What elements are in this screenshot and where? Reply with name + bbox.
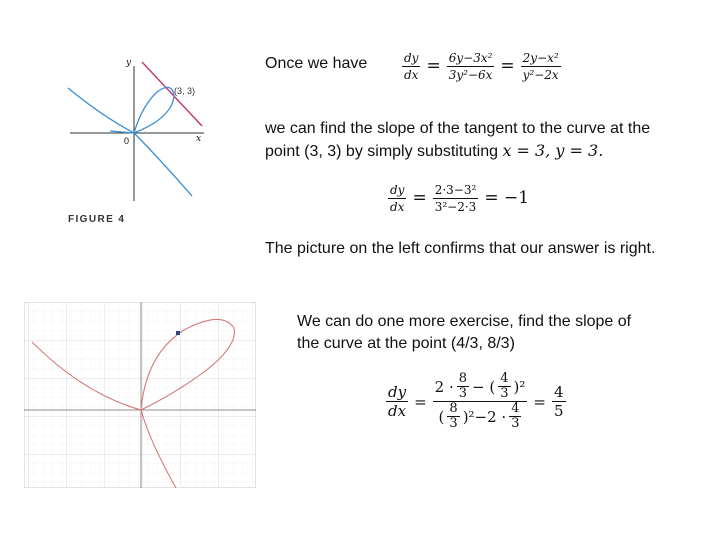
exercise-text-line1: We can do one more exercise, find the slope of [297,313,632,330]
folium-figure [62,56,212,206]
eq3-num-frac-n: 8 [458,371,468,386]
equation-exercise: $\frac{dy}{dx}$ = 2 · $\frac{8}{3}$ − ( $\frac{4}{3}$ )² ( $\frac{8}{3}$ )²−2 · $\frac{4}{3}$ = $\frac{4}{5}$ [388,371,564,431]
figure-caption: FIGURE 4 [68,214,126,225]
slope-text-line2 [265,140,603,163]
eq3-num-c: )² [513,377,526,396]
eq1-dy: dy [404,51,419,65]
once-we-have-text: Once we have [265,55,368,72]
eq3-num-b: − ( [472,377,496,396]
eq3-num-a: 2 · [434,377,454,396]
graph-grid-major [24,302,256,488]
eq3-dy: dy [388,383,407,401]
origin-label: 0 [124,136,130,146]
eq3-num-frac-d: 3 [458,386,468,401]
eq1-num1: 6y−3x² [448,51,493,65]
eq3-num-frac2-n: 4 [500,371,509,386]
eq2-result: = −1 [484,188,530,208]
eq2-dy: dy [390,183,405,197]
graph-point-marker [176,331,180,335]
eq2-dx: dx [390,200,405,214]
eq3-den-frac-n: 8 [449,401,458,416]
eq1-den1: 3y²−6x [448,68,493,82]
slope-text-prefix: point (3, 3) by simply substituting [265,143,503,160]
equation-dydx-general: $\frac{dy}{dx}$ = $\frac{\text{6y−3x²}}{\text{3y²−6x}}$ = $\frac{\text{2y−x²}}{\text{y²−2x}}$ [404,51,559,82]
eq3-den-frac2-n: 4 [511,401,520,416]
eq2-den: 3²−2·3 [434,200,477,214]
substitution-text: x = 3, y = 3. [502,141,604,160]
eq3-den-frac2-d: 3 [511,416,520,431]
confirm-text: The picture on the left confirms that our answer is right. [265,240,656,257]
eq3-den-a: ( [438,407,445,426]
slope-text-line1: we can find the slope of the tangent to the curve at the [265,120,651,137]
eq3-res-n: 4 [553,383,564,401]
eq2-num: 2·3−3² [434,183,477,197]
folium-graph [24,302,256,488]
x-axis-label: x [196,134,202,144]
point-label: (3, 3) [174,86,196,96]
eq3-den-b: )²−2 · [462,407,507,426]
eq3-dx: dx [388,402,407,420]
y-axis-label: y [126,58,132,68]
equation-slope-at-3-3: $\frac{dy}{dx}$ = $\frac{\text{2·3−3²}}{\text{3²−2·3}}$ = −1 [390,183,530,214]
eq3-den-frac-d: 3 [449,416,458,431]
eq1-dx: dx [404,68,419,82]
eq3-res-d: 5 [553,402,564,420]
eq1-num2: 2y−x² [522,51,559,65]
eq3-num-frac2-d: 3 [500,386,509,401]
folium-curve [68,87,192,196]
eq1-den2: y²−2x [522,68,559,82]
exercise-text-line2: the curve at the point (4/3, 8/3) [297,335,515,352]
